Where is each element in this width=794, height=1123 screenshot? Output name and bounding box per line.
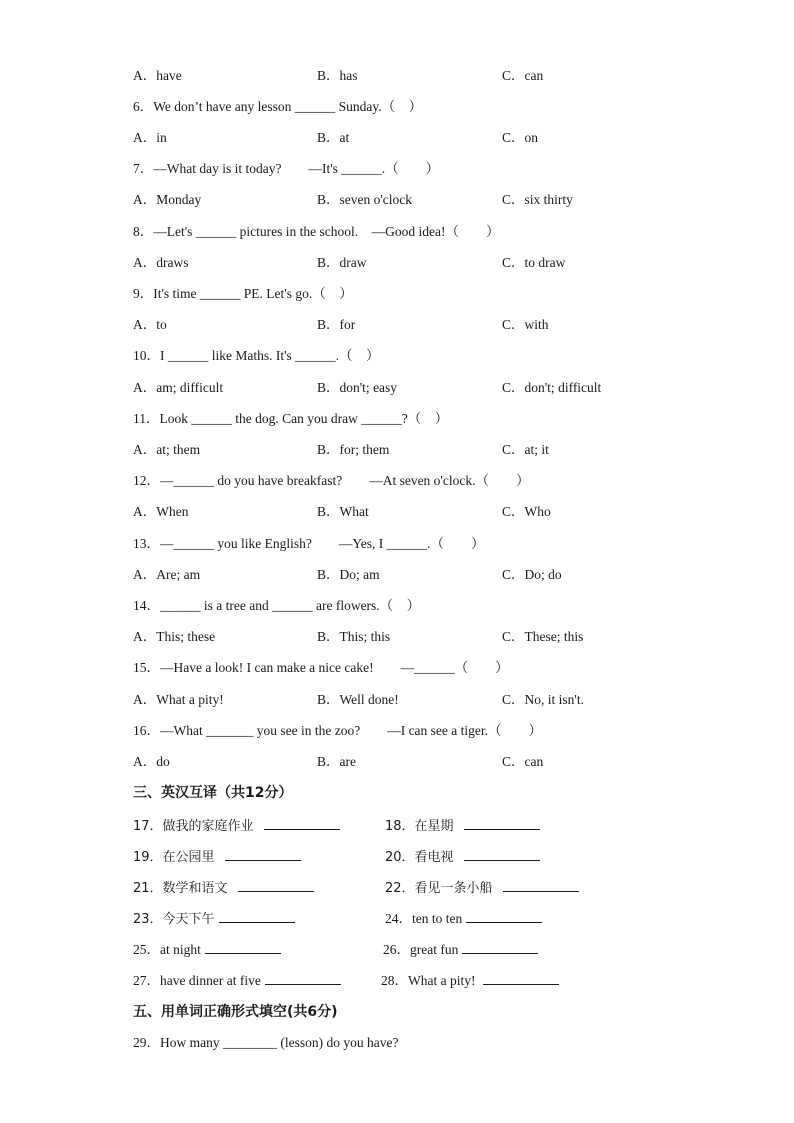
option-c[interactable]: C．can	[502, 68, 544, 83]
translation-item-18	[385, 815, 540, 835]
option-c[interactable]: C．No, it isn't.	[502, 692, 584, 707]
option-b[interactable]: B．are	[317, 754, 356, 769]
item-text: 25．at night	[133, 942, 201, 957]
question-stem-14: 14．______ is a tree and ______ are flowers.（ ）	[133, 598, 421, 613]
item-text: 17．做我的家庭作业	[133, 819, 254, 834]
option-a[interactable]: A．Monday	[133, 192, 202, 207]
option-b[interactable]: B．for; them	[317, 442, 390, 457]
option-b[interactable]: B．seven o'clock	[317, 192, 413, 207]
option-a[interactable]: A．in	[133, 130, 167, 145]
option-c[interactable]: C．Who	[502, 504, 551, 519]
item-text: 27．have dinner at five	[133, 973, 261, 988]
answer-blank[interactable]	[462, 939, 538, 954]
option-a[interactable]: A．When	[133, 504, 189, 519]
section-5-heading: 五、用单词正确形式填空(共6分)	[133, 1004, 338, 1020]
item-text: 26．great fun	[383, 942, 459, 957]
option-a[interactable]: A．What a pity!	[133, 692, 224, 707]
option-b[interactable]: B．What	[317, 504, 369, 519]
option-c[interactable]: C．don't; difficult	[502, 380, 602, 395]
option-a[interactable]: A．draws	[133, 255, 189, 270]
answer-blank[interactable]	[503, 877, 579, 892]
question-stem-13: 13．—______ you like English? —Yes, I ______.（ ）	[133, 536, 485, 551]
answer-blank[interactable]	[225, 846, 301, 861]
question-stem-12: 12．—______ do you have breakfast? —At seven o'clock.（ ）	[133, 473, 530, 488]
option-b[interactable]: B．Well done!	[317, 692, 399, 707]
question-stem-9: 9．It's time ______ PE. Let's go.（ ）	[133, 286, 353, 301]
question-stem-16: 16．—What _______ you see in the zoo? —I can see a tiger.（ ）	[133, 723, 543, 738]
option-b[interactable]: B．This; this	[317, 629, 391, 644]
section-3-heading: 三、英汉互译（共12分）	[133, 785, 293, 801]
item-text: 24．ten to ten	[385, 911, 463, 926]
question-stem-6: 6．We don’t have any lesson ______ Sunday.（ ）	[133, 99, 423, 114]
option-a[interactable]: A．have	[133, 68, 182, 83]
question-stem-11: 11．Look ______ the dog. Can you draw ______?（ ）	[133, 411, 449, 426]
translation-item-21	[133, 877, 314, 897]
option-c[interactable]: C．at; it	[502, 442, 549, 457]
answer-blank[interactable]	[466, 908, 542, 923]
translation-item-25	[133, 939, 281, 959]
item-text: 18．在星期	[385, 819, 454, 834]
option-b[interactable]: B．at	[317, 130, 350, 145]
option-a[interactable]: A．to	[133, 317, 167, 332]
option-a[interactable]: A．at; them	[133, 442, 201, 457]
translation-item-19	[133, 846, 301, 866]
option-c[interactable]: C．to draw	[502, 255, 566, 270]
translation-item-20	[385, 846, 540, 866]
translation-item-22	[385, 877, 579, 897]
question-stem-7: 7．—What day is it today? —It's ______.（ ）	[133, 161, 440, 176]
option-c[interactable]: C．Do; do	[502, 567, 562, 582]
answer-blank[interactable]	[464, 815, 540, 830]
translation-item-24	[385, 908, 542, 928]
answer-blank[interactable]	[205, 939, 281, 954]
option-c[interactable]: C．can	[502, 754, 544, 769]
translation-item-26	[383, 939, 538, 959]
question-stem-29: 29．How many ________ (lesson) do you have?	[133, 1035, 399, 1050]
option-c[interactable]: C．six thirty	[502, 192, 573, 207]
answer-blank[interactable]	[238, 877, 314, 892]
option-a[interactable]: A．do	[133, 754, 170, 769]
item-text: 22．看见一条小船	[385, 881, 493, 896]
item-text: 21．数学和语文	[133, 881, 228, 896]
item-text: 19．在公园里	[133, 850, 215, 865]
answer-blank[interactable]	[483, 970, 559, 985]
translation-item-23	[133, 908, 295, 928]
option-b[interactable]: B．for	[317, 317, 356, 332]
item-text: 28．What a pity!	[381, 973, 476, 988]
translation-item-17	[133, 815, 340, 835]
translation-item-27	[133, 970, 341, 990]
option-c[interactable]: C．These; this	[502, 629, 584, 644]
option-c[interactable]: C．with	[502, 317, 549, 332]
answer-blank[interactable]	[464, 846, 540, 861]
option-b[interactable]: B．has	[317, 68, 358, 83]
answer-blank[interactable]	[265, 970, 341, 985]
translation-item-28	[381, 970, 559, 990]
answer-blank[interactable]	[219, 908, 295, 923]
option-c[interactable]: C．on	[502, 130, 539, 145]
option-b[interactable]: B．draw	[317, 255, 367, 270]
question-stem-8: 8．—Let's ______ pictures in the school. —Good idea!（ ）	[133, 224, 500, 239]
option-a[interactable]: A．Are; am	[133, 567, 201, 582]
question-stem-10: 10．I ______ like Maths. It's ______.（ ）	[133, 348, 380, 363]
answer-blank[interactable]	[264, 815, 340, 830]
option-a[interactable]: A．am; difficult	[133, 380, 224, 395]
item-text: 20．看电视	[385, 850, 454, 865]
question-stem-15: 15．—Have a look! I can make a nice cake! —______（ ）	[133, 660, 509, 675]
option-b[interactable]: B．don't; easy	[317, 380, 398, 395]
option-a[interactable]: A．This; these	[133, 629, 216, 644]
item-text: 23．今天下午	[133, 912, 215, 927]
option-b[interactable]: B．Do; am	[317, 567, 380, 582]
